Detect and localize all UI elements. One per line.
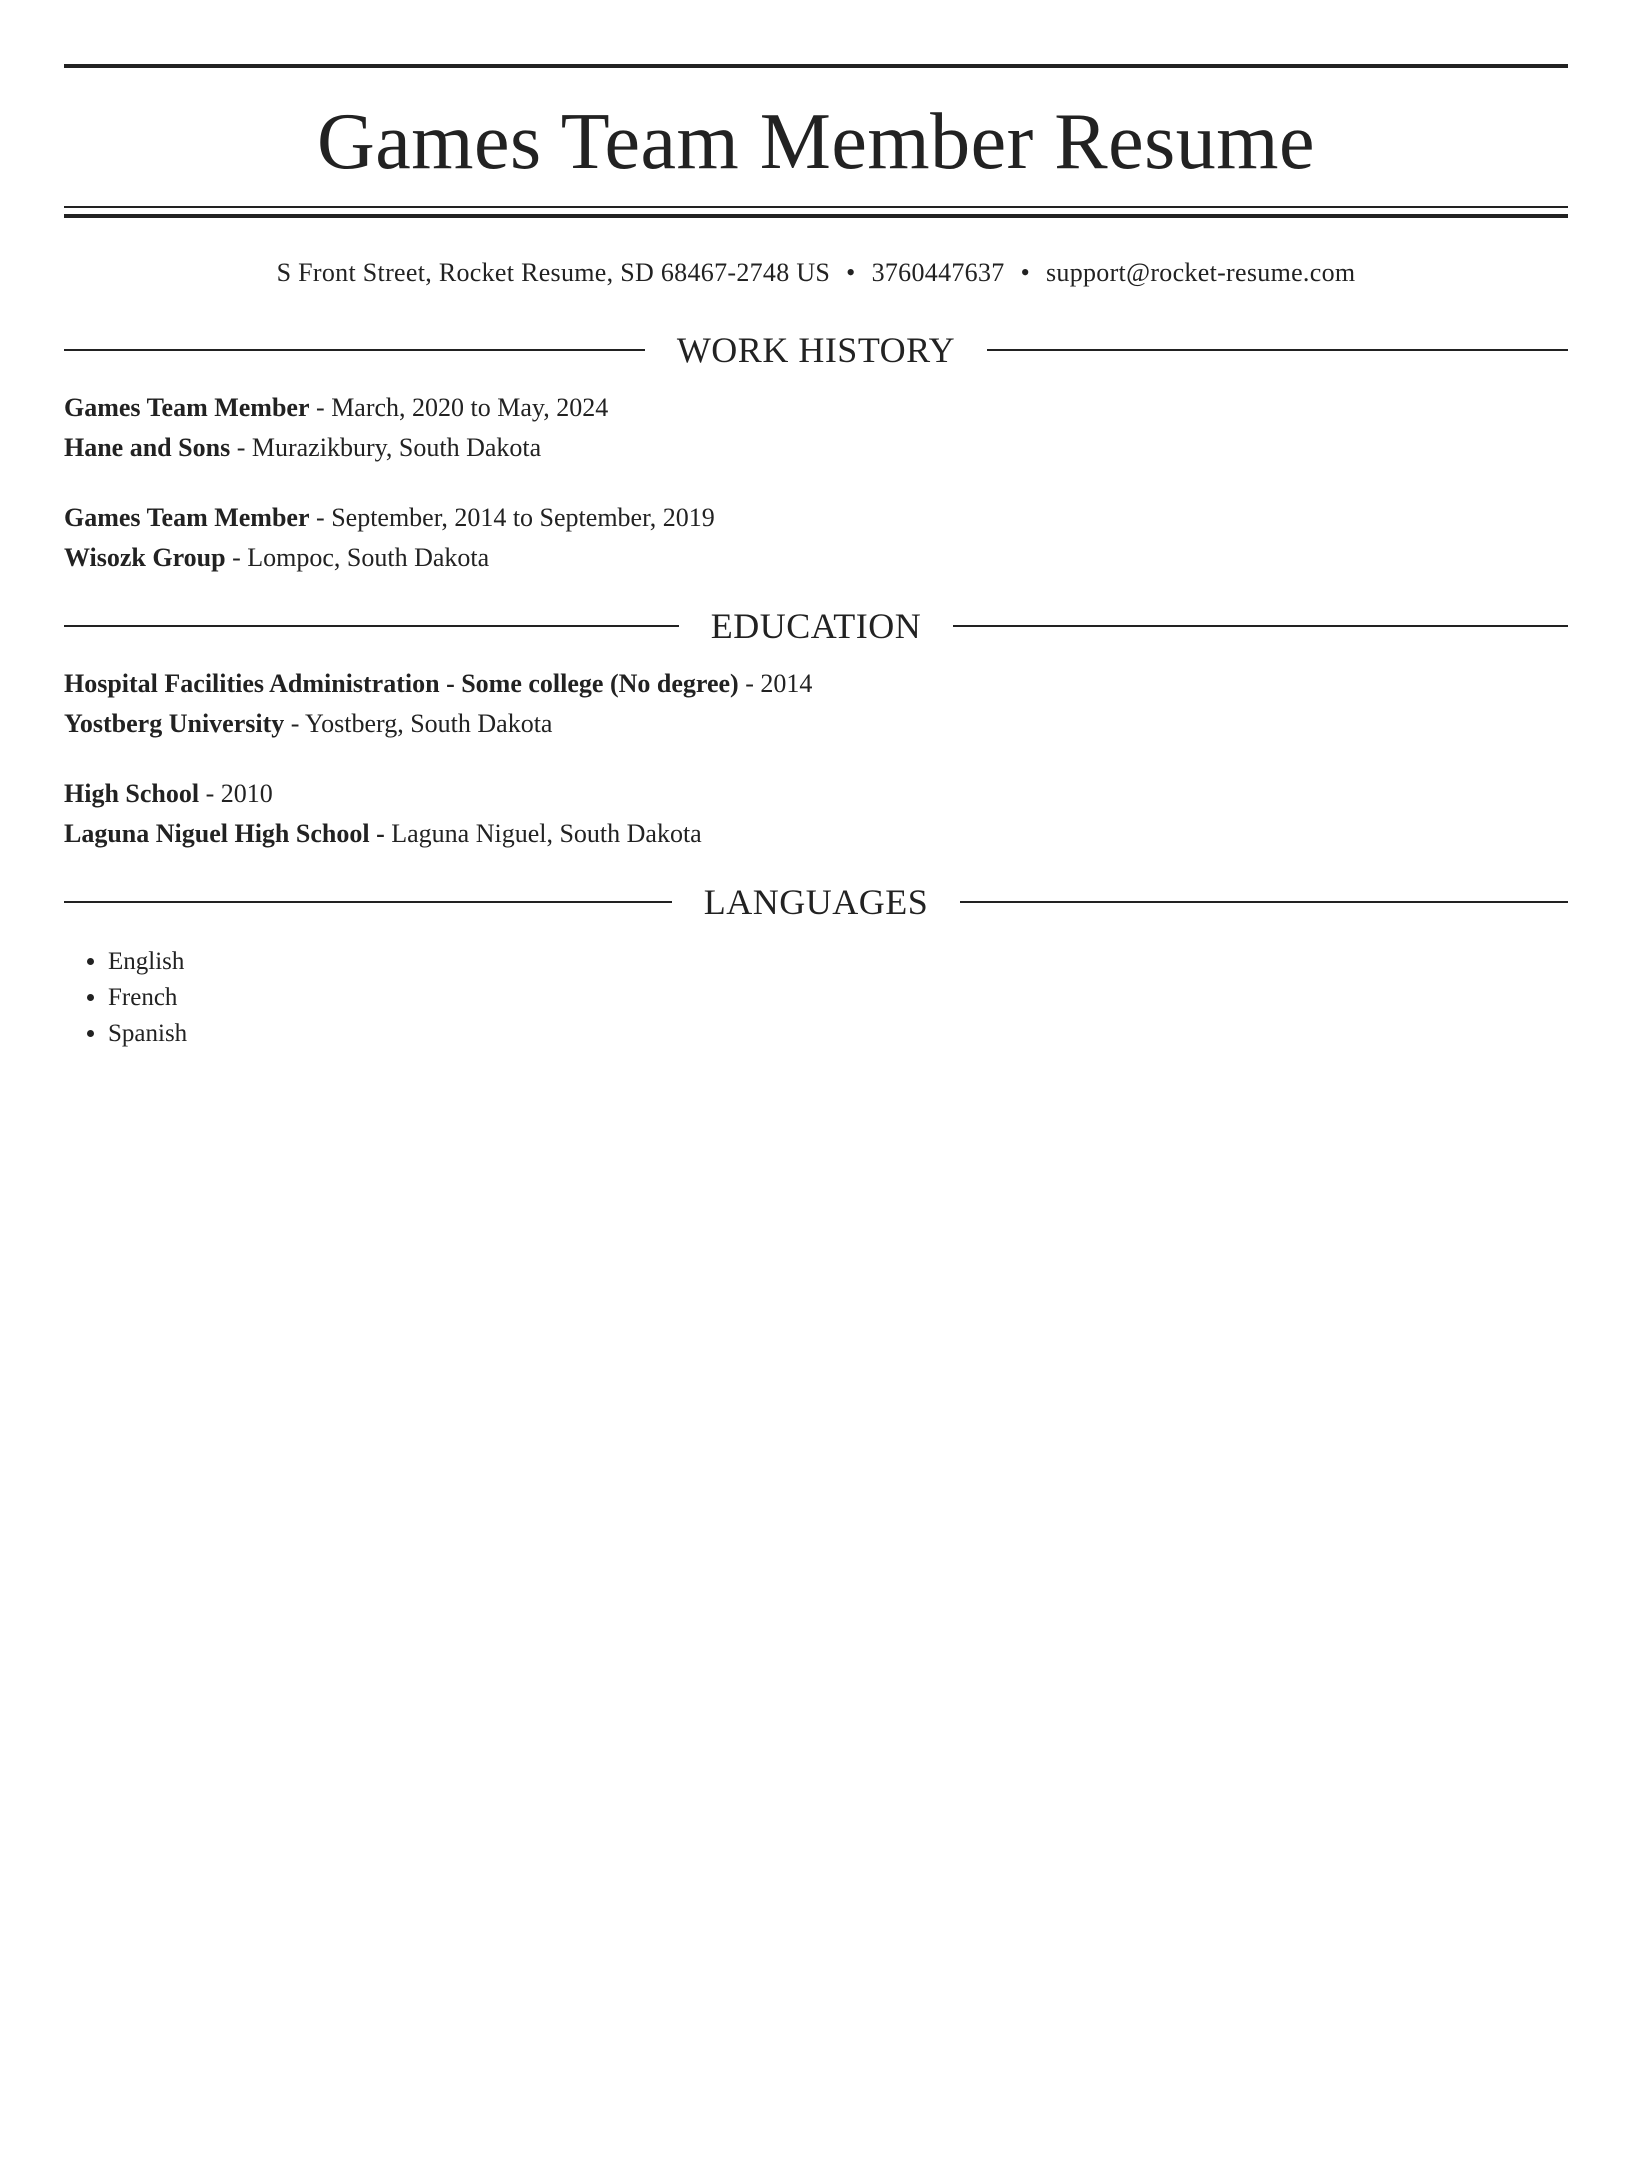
- section-heading-education: [64, 602, 1568, 650]
- work-entry-title-line: [64, 388, 1568, 428]
- education-entry: [64, 664, 1568, 744]
- work-entry: [64, 388, 1568, 468]
- work-entry-title-line: [64, 498, 1568, 538]
- heading-rule-left: [64, 625, 679, 627]
- school-name: Laguna Niguel High School -: [64, 819, 385, 848]
- education-degree-line: [64, 664, 1568, 704]
- title-double-rule: [64, 206, 1568, 218]
- dash: -: [309, 503, 332, 532]
- resume-page: [0, 64, 1632, 2176]
- language-item: • Spanish: [108, 1016, 1568, 1052]
- section-heading-languages: [64, 878, 1568, 926]
- section-heading-label: EDUCATION: [710, 606, 922, 646]
- contact-address: S Front Street, Rocket Resume, SD 68467-2748 US: [276, 258, 831, 287]
- employer-name: Hane and Sons: [64, 433, 231, 462]
- heading-rule-right: [987, 349, 1568, 351]
- section-heading-label: WORK HISTORY: [676, 330, 956, 370]
- dash: -: [309, 393, 332, 422]
- education-school-line: [64, 814, 1568, 854]
- employer-location: Lompoc, South Dakota: [247, 543, 490, 572]
- school-location: Yostberg, South Dakota: [304, 709, 553, 738]
- school-name: Yostberg University: [64, 709, 285, 738]
- work-entry-employer-line: [64, 538, 1568, 578]
- education-school-line: [64, 704, 1568, 744]
- education-entry: [64, 774, 1568, 854]
- heading-rule-right: [953, 625, 1568, 627]
- top-rule: [64, 64, 1568, 68]
- education-degree-line: [64, 774, 1568, 814]
- language-item: • French: [108, 980, 1568, 1016]
- dash: -: [199, 779, 221, 808]
- section-heading-label: LANGUAGES: [703, 882, 929, 922]
- work-entry-employer-line: [64, 428, 1568, 468]
- page-title: Games Team Member Resume: [317, 98, 1315, 186]
- heading-rule-right: [960, 901, 1568, 903]
- heading-rule-left: [64, 901, 672, 903]
- dash: -: [225, 543, 248, 572]
- contact-separator: •: [1020, 258, 1030, 287]
- dash: -: [738, 669, 761, 698]
- job-title: Games Team Member: [64, 393, 310, 422]
- contact-email: support@rocket-resume.com: [1045, 258, 1356, 287]
- contact-line: [64, 254, 1568, 292]
- degree-year: 2010: [220, 779, 273, 808]
- dash: -: [230, 433, 252, 462]
- languages-list: [64, 944, 1568, 1052]
- contact-separator: •: [846, 258, 856, 287]
- job-dates: March, 2020 to May, 2024: [331, 393, 609, 422]
- work-entry: [64, 498, 1568, 578]
- degree-name: Hospital Facilities Administration - Some college (No degree): [64, 669, 739, 698]
- degree-name: High School: [64, 779, 200, 808]
- section-heading-work-history: [64, 326, 1568, 374]
- job-title: Games Team Member: [64, 503, 310, 532]
- job-dates: September, 2014 to September, 2019: [331, 503, 715, 532]
- employer-location: Murazikbury, South Dakota: [251, 433, 542, 462]
- school-location: Laguna Niguel, South Dakota: [391, 819, 702, 848]
- degree-year: 2014: [760, 669, 813, 698]
- dash: -: [284, 709, 305, 738]
- employer-name: Wisozk Group: [64, 543, 226, 572]
- language-item: • English: [108, 944, 1568, 980]
- heading-rule-left: [64, 349, 645, 351]
- contact-phone: 3760447637: [871, 258, 1005, 287]
